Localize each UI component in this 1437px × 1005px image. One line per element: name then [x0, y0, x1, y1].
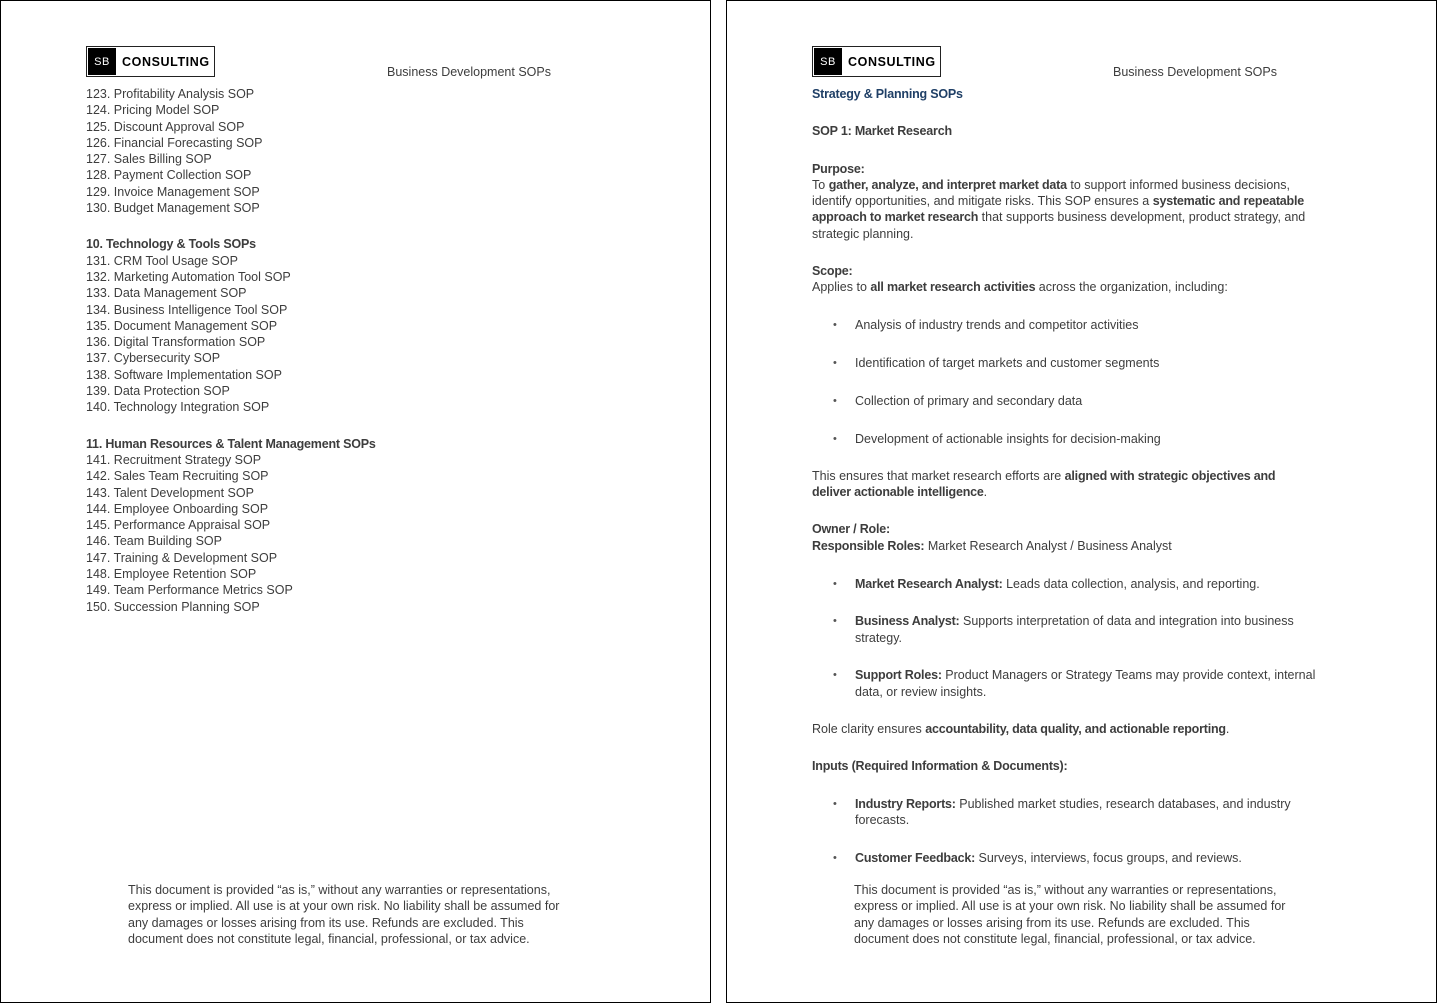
bold-run: Support Roles:: [855, 668, 942, 683]
text-run: that supports business development, product strategy, and strategic planning.: [812, 210, 1306, 241]
toc-item: 128. Payment Collection SOP: [86, 168, 252, 183]
toc-item: 137. Cybersecurity SOP: [86, 351, 221, 366]
header-title: Business Development SOPs: [1113, 65, 1277, 79]
responsible-roles: [812, 538, 1317, 554]
toc-item: 149. Team Performance Metrics SOP: [86, 583, 293, 598]
disclaimer: This document is provided “as is,” without any warranties or representations, express or implied. All use is at your own risk. No liability shall be assumed for any damages or losses arising from its use. Refunds are excluded. This document does not constitute legal, financial, professional, or tax advice.: [128, 883, 560, 947]
toc-item: 132. Marketing Automation Tool SOP: [86, 269, 291, 284]
brand-logo: [812, 46, 941, 77]
scope-bullet: • Development of actionable insights for decision-making: [812, 431, 1317, 447]
text-run: .: [1225, 722, 1230, 737]
purpose-text: [812, 177, 1317, 242]
document-page-left: [0, 0, 711, 1003]
scope-bullet: • Identification of target markets and customer segments: [812, 355, 1317, 371]
text-run: Applies to: [812, 280, 871, 295]
document-page-right: [726, 0, 1437, 1003]
inputs-bullet-list: [812, 796, 1317, 866]
owner-label: Owner / Role:: [812, 522, 890, 537]
text-run: Role clarity ensures: [812, 722, 926, 737]
text-run: to support informed business decisions, identify opportunities, and mitigate risks. This SOP ensures a: [812, 177, 1290, 209]
toc-group: [86, 236, 646, 415]
toc-item: 123. Profitability Analysis SOP: [86, 87, 255, 101]
bold-run: aligned with strategic objectives and deliver actionable intelligence: [812, 468, 1276, 500]
bold-run: Customer Feedback:: [855, 851, 976, 866]
scope-label: Scope:: [812, 264, 853, 279]
purpose-section: [812, 161, 1317, 242]
toc-item: 144. Employee Onboarding SOP: [86, 501, 269, 516]
bold-run: systematic and repeatable approach to market research: [812, 194, 1305, 225]
toc-item: 146. Team Building SOP: [86, 534, 222, 549]
text-run: Published market studies, research databases, and industry forecasts.: [855, 797, 1291, 828]
toc-item: 129. Invoice Management SOP: [86, 184, 260, 199]
bold-run: Business Analyst:: [855, 614, 960, 629]
role-bullet: [812, 667, 1317, 700]
brand-name: CONSULTING: [122, 54, 210, 69]
toc-item: 136. Digital Transformation SOP: [86, 335, 266, 350]
toc-item: 133. Data Management SOP: [86, 286, 247, 301]
owner-closing: [812, 721, 1317, 737]
bold-run: accountability, data quality, and actionable reporting: [925, 722, 1226, 737]
brand-initials: SB: [88, 48, 116, 75]
text-run: Product Managers or Strategy Teams may provide context, internal data, or review insights.: [855, 668, 1316, 699]
inputs-label: Inputs (Required Information & Documents):: [812, 759, 1068, 774]
text-run: Supports interpretation of data and integration into business strategy.: [855, 614, 1294, 645]
bold-run: all market research activities: [870, 280, 1036, 295]
toc-item: 126. Financial Forecasting SOP: [86, 135, 263, 150]
header-title: Business Development SOPs: [387, 65, 551, 79]
toc-group: [86, 436, 646, 615]
toc-item: 141. Recruitment Strategy SOP: [86, 452, 262, 467]
bold-run: Market Research Analyst:: [855, 576, 1003, 591]
owner-bullet-list: [812, 576, 1317, 700]
brand-name: CONSULTING: [848, 54, 936, 69]
scope-closing: [812, 468, 1317, 501]
scope-text: [812, 279, 1317, 295]
scope-bullet: • Analysis of industry trends and competitor activities: [812, 317, 1317, 333]
toc-item: 143. Talent Development SOP: [86, 485, 254, 500]
role-bullet: [812, 576, 1317, 592]
toc-item: 139. Data Protection SOP: [86, 384, 230, 399]
text-run: Market Research Analyst / Business Analyst: [924, 538, 1172, 553]
toc-section-heading: 10. Technology & Tools SOPs: [86, 237, 256, 252]
toc-item: 148. Employee Retention SOP: [86, 567, 257, 582]
toc-item: 135. Document Management SOP: [86, 318, 278, 333]
toc-item: 138. Software Implementation SOP: [86, 367, 282, 382]
text-run: Leads data collection, analysis, and reporting.: [1002, 576, 1260, 591]
scope-bullet-list: [812, 317, 1317, 447]
bold-run: Industry Reports:: [855, 797, 956, 812]
brand-logo: [86, 46, 215, 77]
scope-bullet: • Collection of primary and secondary data: [812, 393, 1317, 409]
brand-initials: SB: [814, 48, 842, 75]
toc-item: 130. Budget Management SOP: [86, 201, 260, 216]
toc-item: 140. Technology Integration SOP: [86, 400, 270, 415]
toc-item: 131. CRM Tool Usage SOP: [86, 253, 238, 268]
toc-item: 124. Pricing Model SOP: [86, 103, 220, 118]
toc-list: [86, 86, 646, 615]
text-run: .: [983, 485, 988, 500]
toc-section-heading: 11. Human Resources & Talent Management SOPs: [86, 436, 376, 451]
input-bullet: [812, 796, 1317, 829]
inputs-section: [812, 758, 1317, 866]
sop-title: SOP 1: Market Research: [812, 124, 952, 139]
toc-group: [86, 86, 646, 216]
role-bullet: [812, 613, 1317, 646]
toc-item: 134. Business Intelligence Tool SOP: [86, 302, 288, 317]
input-bullet: [812, 850, 1317, 866]
bold-run: Responsible Roles:: [812, 538, 925, 553]
section-title: Strategy & Planning SOPs: [812, 87, 963, 101]
sop-content: [812, 86, 1317, 867]
toc-item: 150. Succession Planning SOP: [86, 599, 260, 614]
text-run: across the organization, including:: [1035, 280, 1228, 295]
text-run: To: [812, 177, 829, 192]
owner-section: [812, 521, 1317, 737]
toc-item: 127. Sales Billing SOP: [86, 152, 212, 167]
toc-item: 142. Sales Team Recruiting SOP: [86, 469, 269, 484]
toc-item: 147. Training & Development SOP: [86, 550, 278, 565]
disclaimer: This document is provided “as is,” without any warranties or representations, express or implied. All use is at your own risk. No liability shall be assumed for any damages or losses arising from its use. Refunds are excluded. This document does not constitute legal, financial, professional, or tax advice.: [854, 883, 1286, 947]
toc-item: 145. Performance Appraisal SOP: [86, 518, 271, 533]
text-run: Surveys, interviews, focus groups, and reviews.: [975, 851, 1242, 866]
bold-run: gather, analyze, and interpret market data: [828, 177, 1067, 192]
toc-item: 125. Discount Approval SOP: [86, 119, 245, 134]
purpose-label: Purpose:: [812, 161, 865, 176]
text-run: This ensures that market research efforts are: [812, 468, 1065, 483]
scope-section: [812, 263, 1317, 500]
